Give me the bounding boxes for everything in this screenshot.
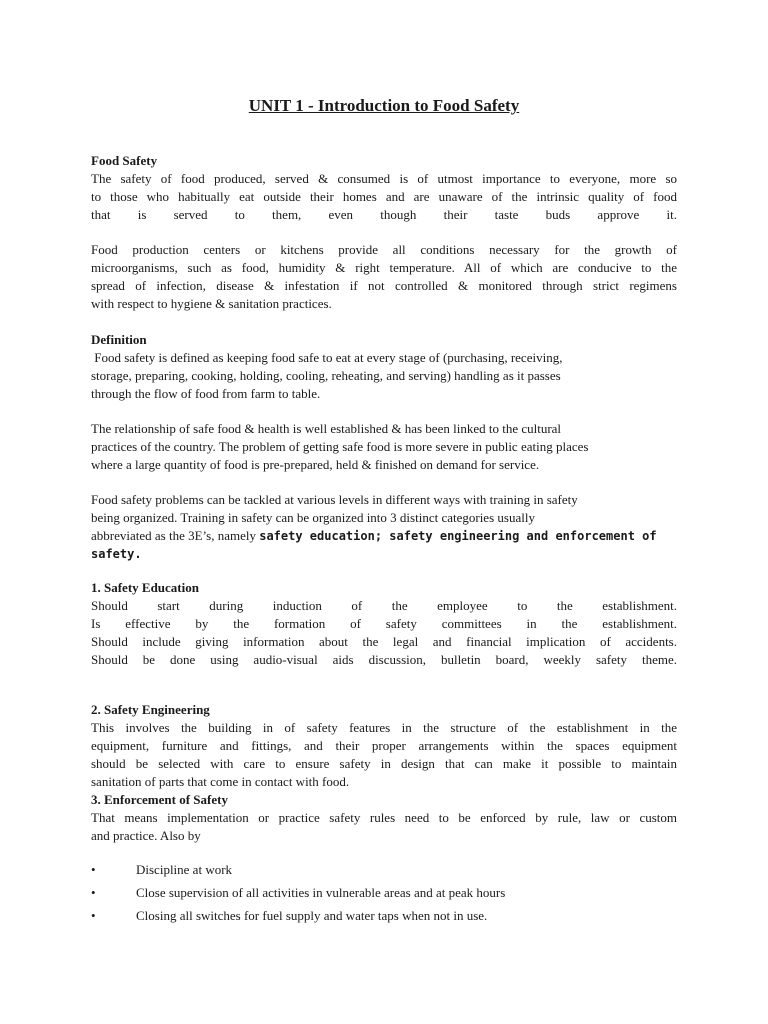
- list-item-text: Closing all switches for fuel supply and water taps when not in use.: [136, 908, 488, 923]
- page-title: UNIT 1 - Introduction to Food Safety: [248, 96, 520, 115]
- bullet-icon: •: [91, 885, 96, 900]
- paragraph-line: Is effective by the formation of safety committees in the establishment.: [91, 616, 677, 631]
- paragraph-line: The relationship of safe food & health is well established & has been linked to the cultural: [91, 421, 562, 436]
- section-heading: 1. Safety Education: [91, 580, 199, 595]
- paragraph-relationship: [91, 420, 677, 474]
- paragraph-line: equipment, furniture and fittings, and their proper arrangements within the spaces equipment: [91, 738, 677, 753]
- section-safety-engineering: [91, 701, 677, 845]
- paragraph-line: that is served to them, even though their taste buds approve it.: [91, 207, 677, 222]
- section-heading: Food Safety: [91, 153, 158, 168]
- emphasis-text: safety.: [91, 547, 142, 561]
- emphasis-text: safety education; safety engineering and enforcement of: [259, 529, 657, 543]
- paragraph-line: to those who habitually eat outside their homes and are unaware of the intrinsic quality of food: [91, 189, 677, 204]
- list-item: [91, 883, 677, 906]
- paragraph-line: Should be done using audio-visual aids discussion, bulletin board, weekly safety theme.: [91, 652, 677, 667]
- paragraph-line: That means implementation or practice safety rules need to be enforced by rule, law or custom: [91, 810, 677, 825]
- section-heading: 3. Enforcement of Safety: [91, 792, 228, 807]
- section-heading: Definition: [91, 332, 147, 347]
- paragraph-line: Food safety problems can be tackled at various levels in different ways with training in safety: [91, 492, 578, 507]
- paragraph-line: Should start during induction of the employee to the establishment.: [91, 598, 677, 613]
- paragraph-food-production: [91, 241, 677, 313]
- paragraph-line: with respect to hygiene & sanitation practices.: [91, 296, 332, 311]
- paragraph-line: microorganisms, such as food, humidity & right temperature. All of which are conducive to the: [91, 260, 677, 275]
- paragraph-text: abbreviated as the 3E’s, namely: [91, 528, 260, 543]
- section-food-safety: [91, 152, 677, 224]
- paragraph-line: and practice. Also by: [91, 828, 201, 843]
- paragraph-line: Food safety is defined as keeping food safe to eat at every stage of (purchasing, receiving,: [91, 350, 563, 365]
- paragraph-line: This involves the building in of safety features in the structure of the establishment in the: [91, 720, 677, 735]
- list-item: [91, 906, 677, 929]
- section-heading: 2. Safety Engineering: [91, 702, 210, 717]
- paragraph-line: should be selected with care to ensure safety in design that can make it possible to maintain: [91, 756, 677, 771]
- paragraph-line: through the flow of food from farm to table.: [91, 386, 321, 401]
- bullet-list: [91, 860, 677, 929]
- paragraph-line: where a large quantity of food is pre-prepared, held & finished on demand for service.: [91, 457, 540, 472]
- list-item: [91, 860, 677, 883]
- bullet-icon: •: [91, 862, 96, 877]
- paragraph-line: practices of the country. The problem of getting safe food is more severe in public eating places: [91, 439, 589, 454]
- paragraph-line: Should include giving information about the legal and financial implication of accidents.: [91, 634, 677, 649]
- paragraph-line: [91, 527, 677, 545]
- list-item-text: Discipline at work: [136, 862, 233, 877]
- paragraph-problems: [91, 491, 677, 563]
- paragraph-line: sanitation of parts that come in contact with food.: [91, 774, 350, 789]
- section-definition: [91, 331, 677, 403]
- paragraph-line: being organized. Training in safety can be organized into 3 distinct categories usually: [91, 510, 535, 525]
- paragraph-line: storage, preparing, cooking, holding, cooling, reheating, and serving) handling as it passes: [91, 368, 561, 383]
- section-safety-education: [91, 579, 677, 669]
- bullet-icon: •: [91, 908, 96, 923]
- paragraph-line: spread of infection, disease & infestation if not controlled & monitored through strict regimens: [91, 278, 677, 293]
- paragraph-line: The safety of food produced, served & consumed is of utmost importance to everyone, more so: [91, 171, 677, 186]
- paragraph-line: Food production centers or kitchens provide all conditions necessary for the growth of: [91, 242, 677, 257]
- list-item-text: Close supervision of all activities in vulnerable areas and at peak hours: [136, 885, 506, 900]
